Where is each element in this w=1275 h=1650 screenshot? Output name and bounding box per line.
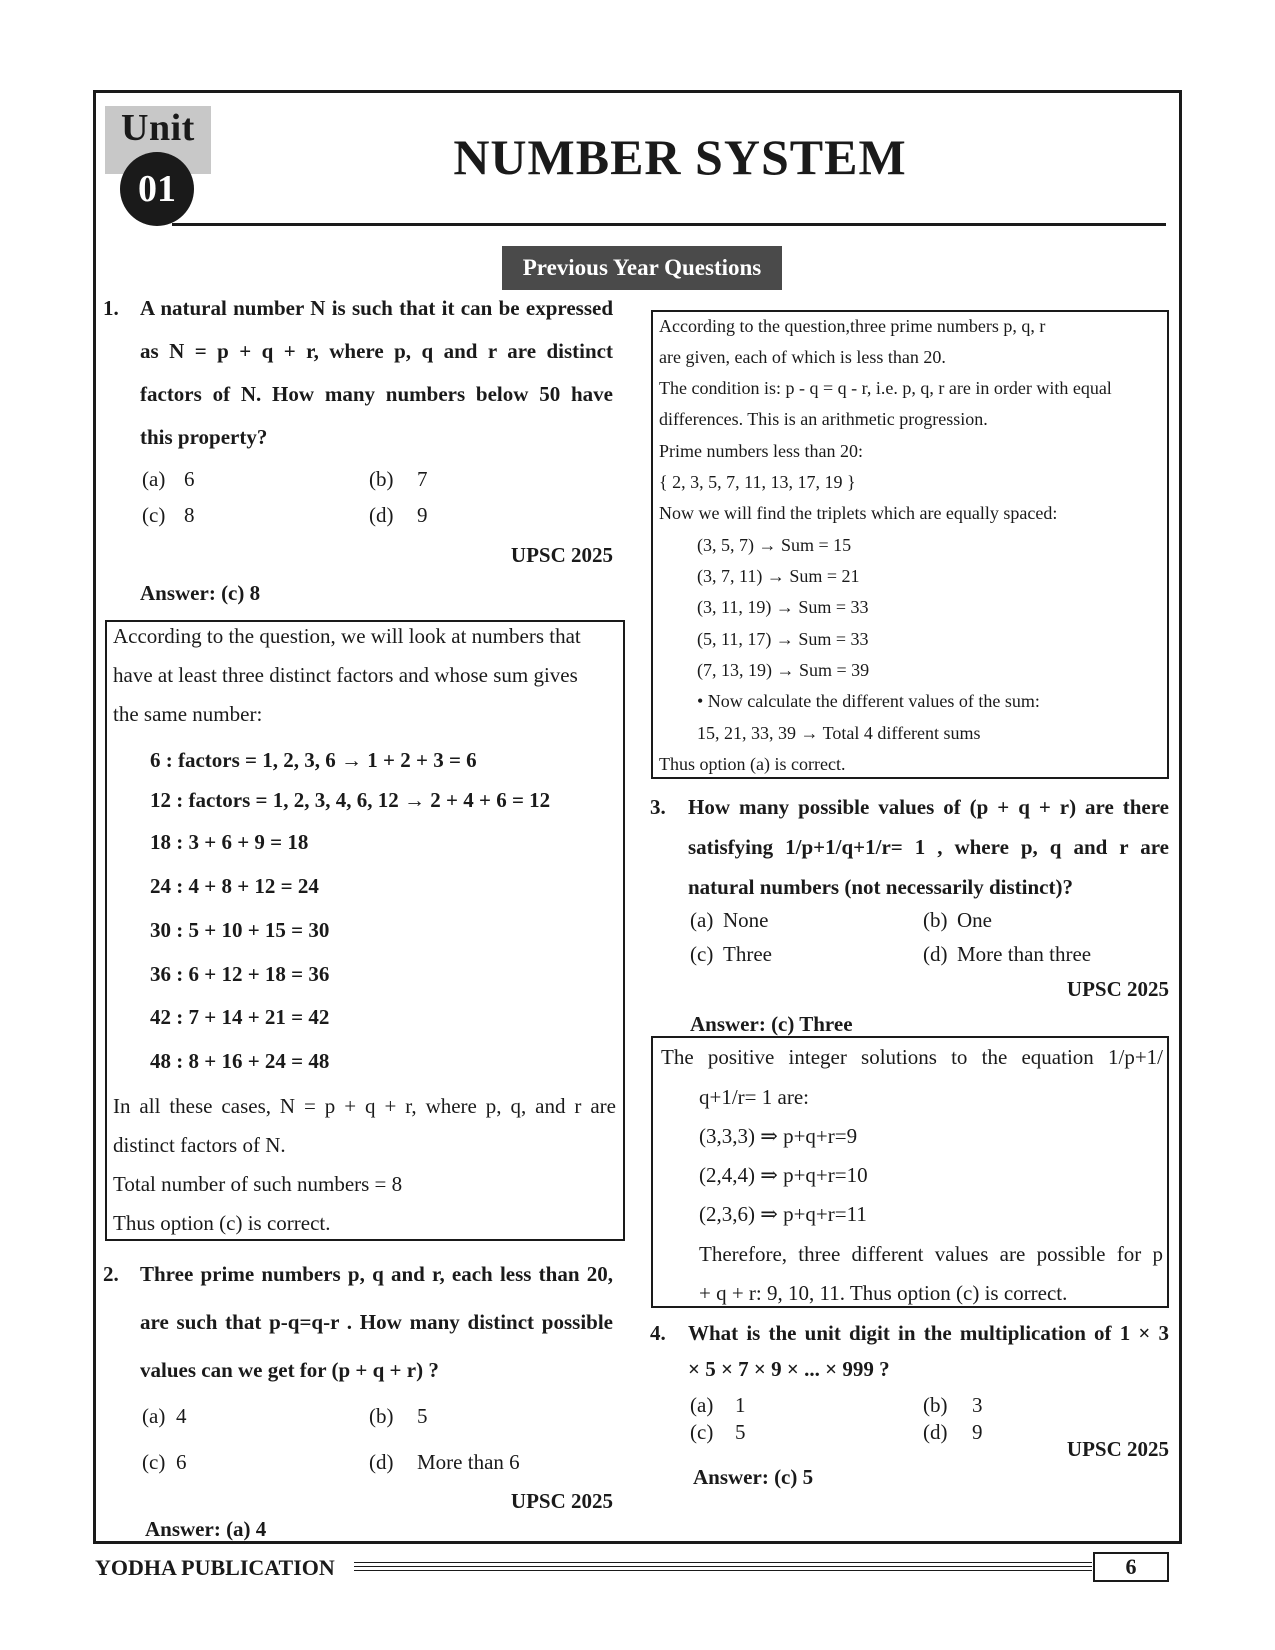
option-text: 8 — [184, 503, 195, 527]
explanation-step: 24 : 4 + 8 + 12 = 24 — [150, 874, 319, 898]
question-text-line: A natural number N is such that it can be expressed — [140, 296, 613, 320]
option-label: (b) — [923, 908, 948, 932]
explanation-line: Therefore, three different values are possible for p — [699, 1242, 1163, 1266]
triplet-line: (3, 7, 11) → Sum = 21 — [697, 566, 860, 586]
explanation-step: 6 : factors = 1, 2, 3, 6 → 1 + 2 + 3 = 6 — [150, 748, 477, 772]
option-text: 9 — [972, 1420, 983, 1444]
explanation-step: 42 : 7 + 14 + 21 = 42 — [150, 1005, 330, 1029]
option-label: (c) — [690, 1420, 714, 1444]
answer-label: Answer: (a) 4 — [145, 1517, 267, 1541]
explanation-line: Thus option (a) is correct. — [659, 754, 846, 774]
option-label: (a) — [690, 1393, 714, 1417]
explanation-step: 18 : 3 + 6 + 9 = 18 — [150, 830, 309, 854]
option-text: 5 — [735, 1420, 746, 1444]
unit-label: Unit — [121, 107, 195, 149]
triplet-line: (5, 11, 17) → Sum = 33 — [697, 629, 869, 649]
question-text-line: What is the unit digit in the multiplication of 1 × 3 — [688, 1321, 1169, 1345]
option-text: 6 — [184, 467, 195, 491]
question-text-line: values can we get for (p + q + r) ? — [140, 1358, 439, 1382]
question-text-line: factors of N. How many numbers below 50 have — [140, 382, 613, 406]
footer-rule — [354, 1566, 1092, 1567]
explanation-line: The condition is: p - q = q - r, i.e. p, q, r are in order with equal — [659, 378, 1112, 398]
question-source: UPSC 2025 — [1066, 977, 1169, 1001]
question-text-line: are such that p-q=q-r . How many distinct possible — [140, 1310, 613, 1334]
option-label: (d) — [369, 503, 394, 527]
explanation-step: 36 : 6 + 12 + 18 = 36 — [150, 962, 330, 986]
option-label: (b) — [369, 467, 394, 491]
option-text: 6 — [176, 1450, 187, 1474]
option-text: 7 — [417, 467, 428, 491]
answer-label: Answer: (c) 8 — [140, 581, 261, 605]
answer-label: Answer: (c) 5 — [693, 1465, 814, 1489]
option-text: 3 — [972, 1393, 983, 1417]
question-text-line: × 5 × 7 × 9 × ... × 999 ? — [688, 1357, 890, 1381]
explanation-line: Thus option (c) is correct. — [113, 1211, 331, 1235]
title-underline — [172, 223, 1166, 226]
explanation-line: q+1/r= 1 are: — [699, 1085, 809, 1109]
triplet-line: (3, 5, 7) → Sum = 15 — [697, 535, 852, 555]
question-text-line: Three prime numbers p, q and r, each less than 20, — [140, 1262, 613, 1286]
option-label: (a) — [142, 467, 166, 491]
explanation-line: 15, 21, 33, 39 → Total 4 different sums — [697, 723, 981, 743]
explanation-line: the same number: — [113, 702, 263, 726]
explanation-step: 48 : 8 + 16 + 24 = 48 — [150, 1049, 330, 1073]
answer-label: Answer: (c) Three — [690, 1012, 853, 1036]
option-text: More than 6 — [417, 1450, 520, 1474]
explanation-line: have at least three distinct factors and whose sum gives — [113, 663, 578, 687]
question-source: UPSC 2025 — [510, 543, 613, 567]
question-number: 3. — [650, 795, 666, 819]
option-text: 1 — [735, 1393, 746, 1417]
explanation-line: According to the question, we will look at numbers that — [113, 624, 581, 648]
explanation-line: differences. This is an arithmetic progression. — [659, 409, 988, 429]
option-text: None — [723, 908, 769, 932]
option-label: (a) — [142, 1404, 166, 1428]
option-label: (d) — [923, 942, 948, 966]
explanation-line: distinct factors of N. — [113, 1133, 286, 1157]
question-source: UPSC 2025 — [510, 1489, 613, 1513]
explanation-step: 12 : factors = 1, 2, 3, 4, 6, 12 → 2 + 4 + 6 = 12 — [150, 788, 551, 812]
option-label: (c) — [142, 1450, 166, 1474]
question-number: 4. — [650, 1321, 666, 1345]
question-text-line: natural numbers (not necessarily distinct)? — [688, 875, 1073, 899]
publisher-name: YODHA PUBLICATION — [95, 1555, 335, 1580]
explanation-step: 30 : 5 + 10 + 15 = 30 — [150, 918, 330, 942]
section-label: Previous Year Questions — [502, 246, 782, 290]
explanation-line: + q + r: 9, 10, 11. Thus option (c) is correct. — [699, 1281, 1068, 1305]
explanation-line: In all these cases, N = p + q + r, where p, q, and r are — [113, 1094, 616, 1118]
option-label: (c) — [690, 942, 714, 966]
option-text: 4 — [176, 1404, 187, 1428]
option-label: (a) — [690, 908, 714, 932]
triplet-line: (7, 13, 19) → Sum = 39 — [697, 660, 870, 680]
solution-line: (2,3,6) ⇒ p+q+r=11 — [699, 1202, 867, 1226]
question-number: 2. — [103, 1262, 119, 1286]
option-text: More than three — [957, 942, 1092, 966]
question-text-line: How many possible values of (p + q + r) are there — [688, 795, 1169, 819]
explanation-line: According to the question,three prime numbers p, q, r — [659, 316, 1046, 336]
explanation-line: Total number of such numbers = 8 — [113, 1172, 403, 1196]
question-text-line: as N = p + q + r, where p, q and r are distinct — [140, 339, 613, 363]
explanation-line: { 2, 3, 5, 7, 11, 13, 17, 19 } — [659, 472, 856, 492]
option-label: (d) — [369, 1450, 394, 1474]
option-label: (b) — [923, 1393, 948, 1417]
option-label: (b) — [369, 1404, 394, 1428]
explanation-line: Prime numbers less than 20: — [659, 441, 863, 461]
page-title: NUMBER SYSTEM — [453, 129, 907, 185]
explanation-line: are given, each of which is less than 20. — [659, 347, 946, 367]
option-text: One — [957, 908, 992, 932]
explanation-line: Now we will find the triplets which are equally spaced: — [659, 503, 1058, 523]
option-text: Three — [723, 942, 772, 966]
footer-rule — [354, 1562, 1092, 1563]
page-number: 6 — [1093, 1552, 1169, 1582]
option-label: (d) — [923, 1420, 948, 1444]
triplet-line: (3, 11, 19) → Sum = 33 — [697, 597, 869, 617]
question-number: 1. — [103, 296, 119, 320]
question-source: UPSC 2025 — [1066, 1437, 1169, 1461]
solution-line: (3,3,3) ⇒ p+q+r=9 — [699, 1124, 858, 1148]
explanation-line: The positive integer solutions to the equation 1/p+1/ — [661, 1045, 1163, 1069]
option-label: (c) — [142, 503, 166, 527]
option-text: 9 — [417, 503, 428, 527]
option-text: 5 — [417, 1404, 428, 1428]
footer-rule — [354, 1570, 1092, 1571]
question-text-line: satisfying 1/p+1/q+1/r= 1 , where p, q and r are — [688, 835, 1169, 859]
unit-number-badge: 01 — [120, 152, 194, 226]
question-text-line: this property? — [140, 425, 268, 449]
solution-line: (2,4,4) ⇒ p+q+r=10 — [699, 1163, 868, 1187]
explanation-line: • Now calculate the different values of the sum: — [697, 691, 1040, 711]
